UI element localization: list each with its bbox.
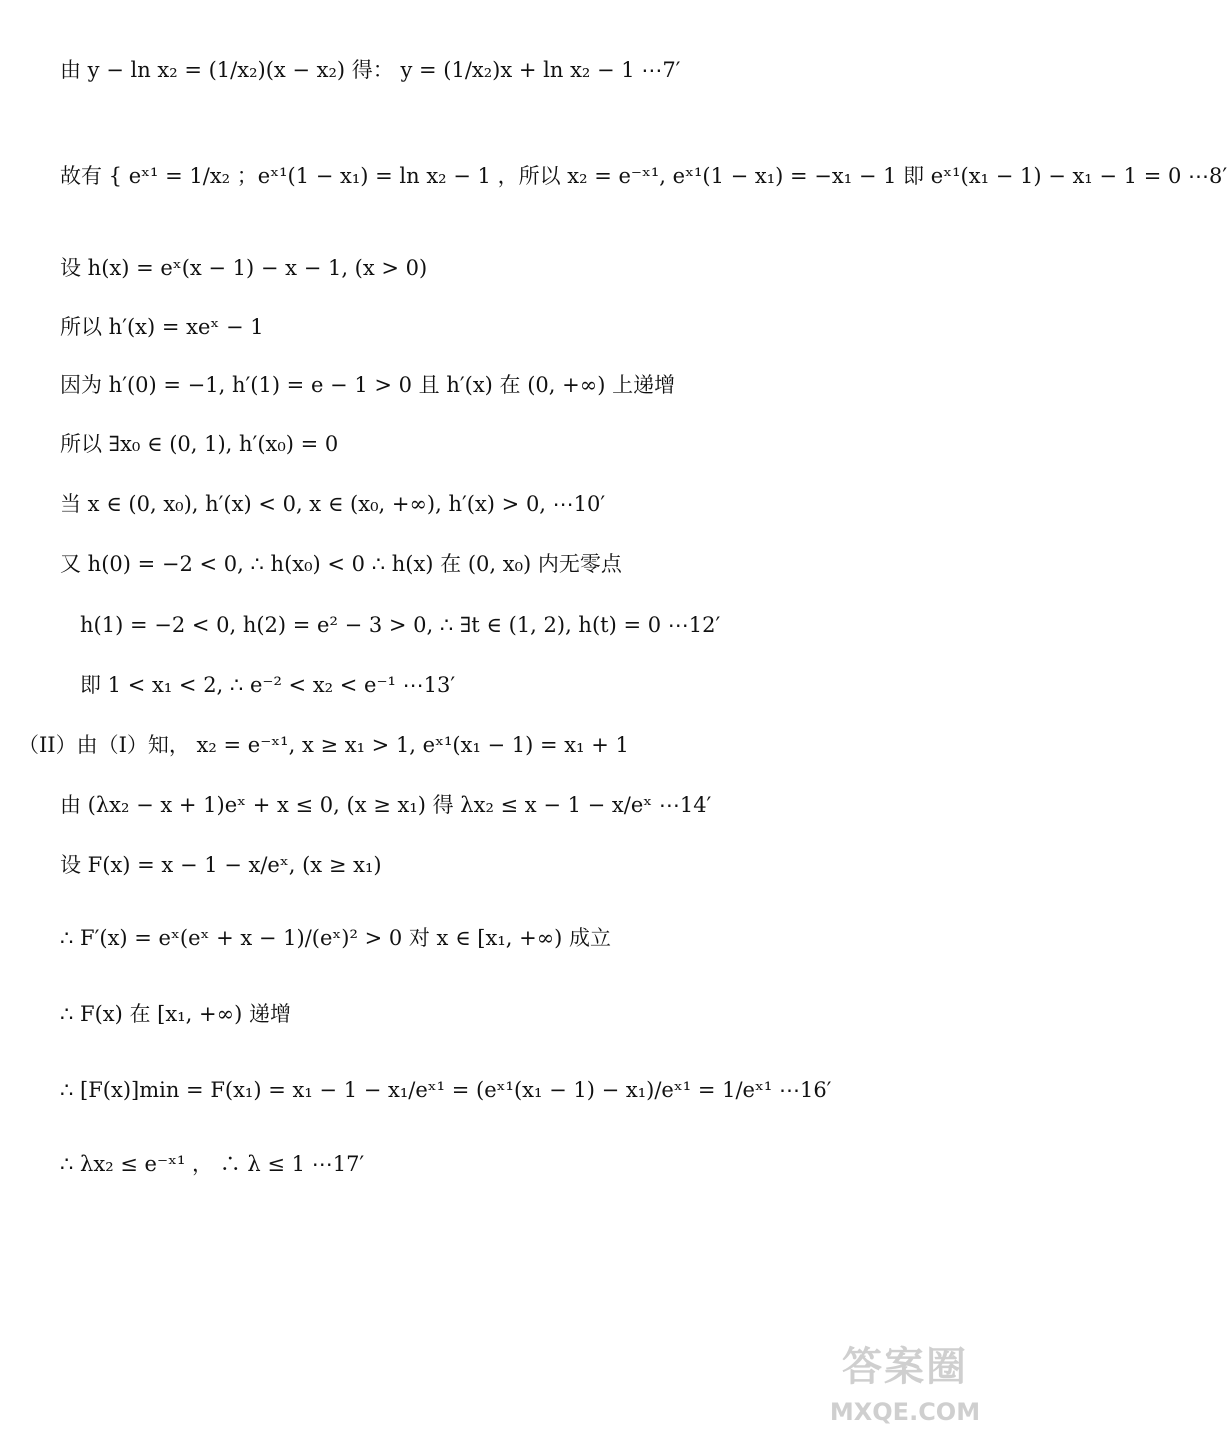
line-1: 由 y − ln x₂ = (1/x₂)(x − x₂) 得： y = (1/x₂)x + ln x₂ − 1 ⋯7′ <box>60 58 681 82</box>
line-12: 由 (λx₂ − x + 1)eˣ + x ≤ 0, (x ≥ x₁) 得 λx₂ ≤ x − 1 − x/eˣ ⋯14′ <box>60 793 712 817</box>
line-7: 当 x ∈ (0, x₀), h′(x) < 0, x ∈ (x₀, +∞), h′(x) > 0, ⋯10′ <box>60 492 606 516</box>
watermark-logo <box>820 1335 990 1435</box>
line-6: 所以 ∃x₀ ∈ (0, 1), h′(x₀) = 0 <box>60 432 339 456</box>
line-2: 故有 { eˣ¹ = 1/x₂ ；eˣ¹(1 − x₁) = ln x₂ − 1 ，所以 x₂ = e⁻ˣ¹, eˣ¹(1 − x₁) = −x₁ − 1 即 eˣ¹(x₁ − 1) − x₁ − 1 = 0 ⋯8′ <box>60 164 1227 188</box>
line-10: 即 1 < x₁ < 2, ∴ e⁻² < x₂ < e⁻¹ ⋯13′ <box>80 673 456 697</box>
line-16: ∴ [F(x)]min = F(x₁) = x₁ − 1 − x₁/eˣ¹ = (eˣ¹(x₁ − 1) − x₁)/eˣ¹ = 1/eˣ¹ ⋯16′ <box>60 1078 832 1102</box>
line-8: 又 h(0) = −2 < 0, ∴ h(x₀) < 0 ∴ h(x) 在 (0, x₀) 内无零点 <box>60 552 622 576</box>
watermark-top: 答案圈 <box>842 1344 968 1390</box>
line-9: h(1) = −2 < 0, h(2) = e² − 3 > 0, ∴ ∃t ∈ (1, 2), h(t) = 0 ⋯12′ <box>80 613 721 637</box>
line-3: 设 h(x) = eˣ(x − 1) − x − 1, (x > 0) <box>60 256 428 280</box>
line-13: 设 F(x) = x − 1 − x/eˣ, (x ≥ x₁) <box>60 853 382 877</box>
line-14: ∴ F′(x) = eˣ(eˣ + x − 1)/(eˣ)² > 0 对 x ∈ [x₁, +∞) 成立 <box>60 926 612 950</box>
line-15: ∴ F(x) 在 [x₁, +∞) 递增 <box>60 1002 291 1026</box>
line-4: 所以 h′(x) = xeˣ − 1 <box>60 315 264 339</box>
line-11: （II）由（I）知， x₂ = e⁻ˣ¹, x ≥ x₁ > 1, eˣ¹(x₁ − 1) = x₁ + 1 <box>18 733 629 757</box>
line-17: ∴ λx₂ ≤ e⁻ˣ¹ ， ∴ λ ≤ 1 ⋯17′ <box>60 1152 365 1176</box>
watermark-bottom: MXQE.COM <box>829 1398 981 1426</box>
line-5: 因为 h′(0) = −1, h′(1) = e − 1 > 0 且 h′(x) 在 (0, +∞) 上递增 <box>60 373 676 397</box>
